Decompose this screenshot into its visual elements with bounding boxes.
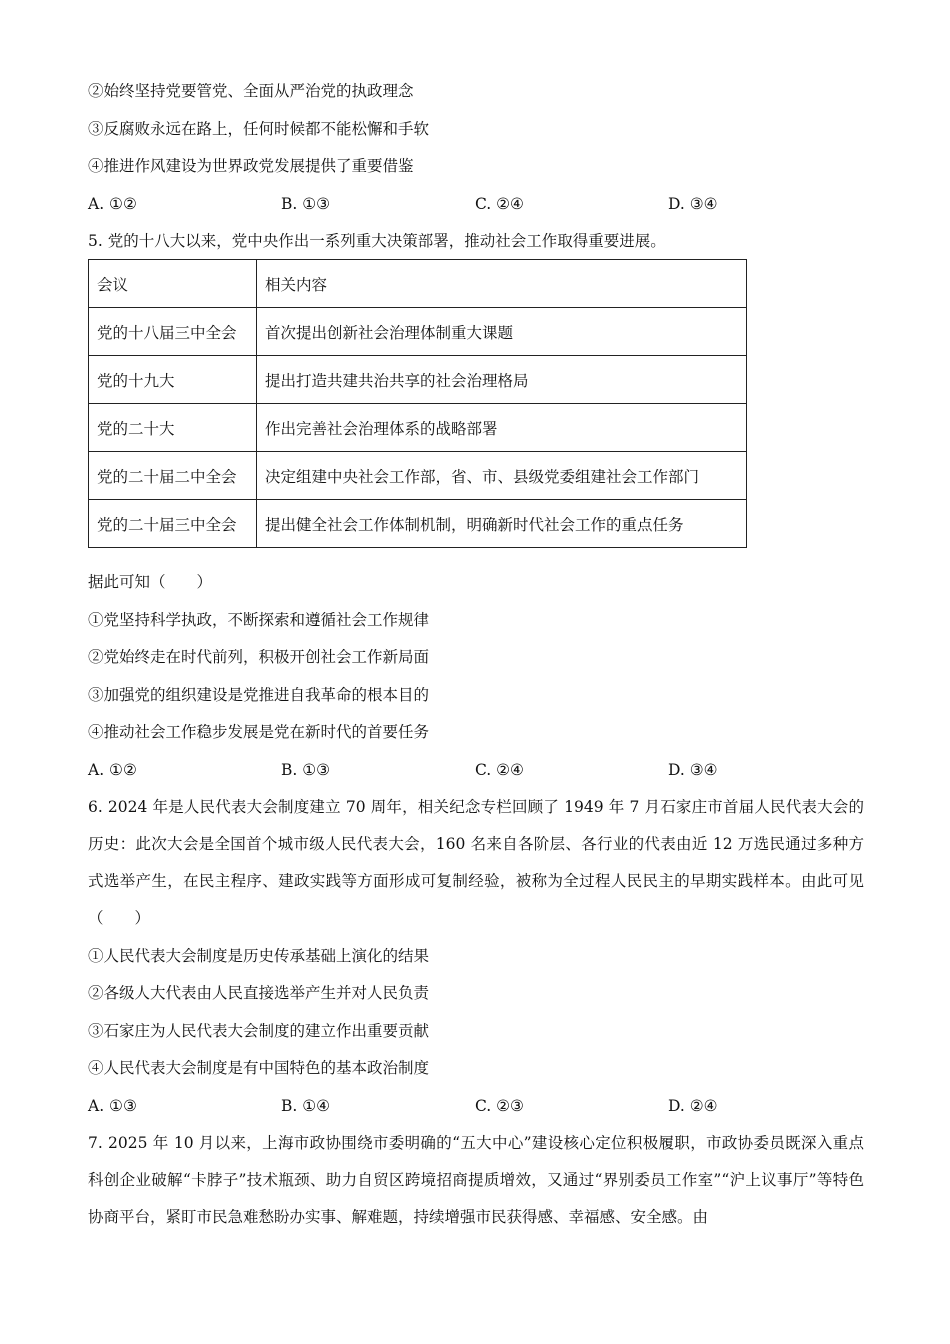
q6-option-d[interactable]: D. ②④ (668, 1097, 718, 1115)
table-cell-meeting: 党的二十届二中全会 (89, 452, 257, 500)
table-cell-content: 首次提出创新社会治理体制重大课题 (257, 308, 747, 356)
q4-option-d[interactable]: D. ③④ (668, 195, 718, 213)
table-row (89, 404, 747, 452)
q5-statement-4: ④推动社会工作稳步发展是党在新时代的首要任务 (88, 723, 430, 741)
q4-options (88, 194, 864, 214)
q5-stem: 5. 党的十八大以来，党中央作出一系列重大决策部署，推动社会工作取得重要进展。 (88, 232, 666, 250)
q6-option-b[interactable]: B. ①④ (281, 1097, 331, 1115)
q5-prompt: 据此可知（ ） (88, 573, 213, 591)
table-row (89, 308, 747, 356)
table-row (89, 452, 747, 500)
q4-statement-4: ④推进作风建设为世界政党发展提供了重要借鉴 (88, 157, 414, 175)
q6-stem: 6. 2024 年是人民代表大会制度建立 70 周年，相关纪念专栏回顾了 1949 年 7 月石家庄市首届人民代表大会的历史：此次大会是全国首个城市级人民代表大会，160 名来自各阶层、各行业的代表由近 12 万选民通过多种方式选举产生，在民主程序、建政实践等方面形成可复制经验，被称为全过程人民民主的早期实践样本。由此可见（ ） (88, 798, 864, 927)
table-header-content: 相关内容 (257, 260, 747, 308)
q6-option-a[interactable]: A. ①③ (88, 1097, 137, 1115)
q6-statement-1: ①人民代表大会制度是历史传承基础上演化的结果 (88, 947, 430, 965)
q5-options (88, 760, 864, 780)
q4-option-b[interactable]: B. ①③ (281, 195, 331, 213)
q6-options (88, 1096, 864, 1116)
q5-table (88, 259, 747, 548)
table-cell-content: 作出完善社会治理体系的战略部署 (257, 404, 747, 452)
q7-stem: 7. 2025 年 10 月以来，上海市政协围绕市委明确的“五大中心”建设核心定位积极履职，市政协委员既深入重点科创企业破解“卡脖子”技术瓶颈、助力自贸区跨境招商提质增效，又通过“界别委员工作室”“沪上议事厅”等特色协商平台，紧盯市民急难愁盼办实事、解难题，持续增强市民获得感、幸福感、安全感。由 (88, 1134, 864, 1226)
q4-statement-2: ②始终坚持党要管党、全面从严治党的执政理念 (88, 82, 414, 100)
q5-option-b[interactable]: B. ①③ (281, 761, 331, 779)
q4-option-c[interactable]: C. ②④ (475, 195, 524, 213)
table-row (89, 356, 747, 404)
q5-statement-3: ③加强党的组织建设是党推进自我革命的根本目的 (88, 686, 430, 704)
table-cell-content: 提出健全社会工作体制机制，明确新时代社会工作的重点任务 (257, 500, 747, 548)
table-cell-content: 提出打造共建共治共享的社会治理格局 (257, 356, 747, 404)
q5-option-a[interactable]: A. ①② (88, 761, 137, 779)
table-row (89, 500, 747, 548)
q6-statement-4: ④人民代表大会制度是有中国特色的基本政治制度 (88, 1059, 430, 1077)
q5-option-d[interactable]: D. ③④ (668, 761, 718, 779)
table-header-row (89, 260, 747, 308)
q6-option-c[interactable]: C. ②③ (475, 1097, 524, 1115)
table-cell-meeting: 党的十八届三中全会 (89, 308, 257, 356)
table-cell-meeting: 党的二十届三中全会 (89, 500, 257, 548)
table-cell-content: 决定组建中央社会工作部，省、市、县级党委组建社会工作部门 (257, 452, 747, 500)
q4-option-a[interactable]: A. ①② (88, 195, 137, 213)
q6-statement-3: ③石家庄为人民代表大会制度的建立作出重要贡献 (88, 1022, 430, 1040)
table-header-meeting: 会议 (89, 260, 257, 308)
table-cell-meeting: 党的二十大 (89, 404, 257, 452)
q5-statement-1: ①党坚持科学执政，不断探索和遵循社会工作规律 (88, 611, 430, 629)
q6-statement-2: ②各级人大代表由人民直接选举产生并对人民负责 (88, 984, 430, 1002)
q5-statement-2: ②党始终走在时代前列，积极开创社会工作新局面 (88, 648, 430, 666)
table-cell-meeting: 党的十九大 (89, 356, 257, 404)
q5-option-c[interactable]: C. ②④ (475, 761, 524, 779)
q4-statement-3: ③反腐败永远在路上，任何时候都不能松懈和手软 (88, 120, 430, 138)
